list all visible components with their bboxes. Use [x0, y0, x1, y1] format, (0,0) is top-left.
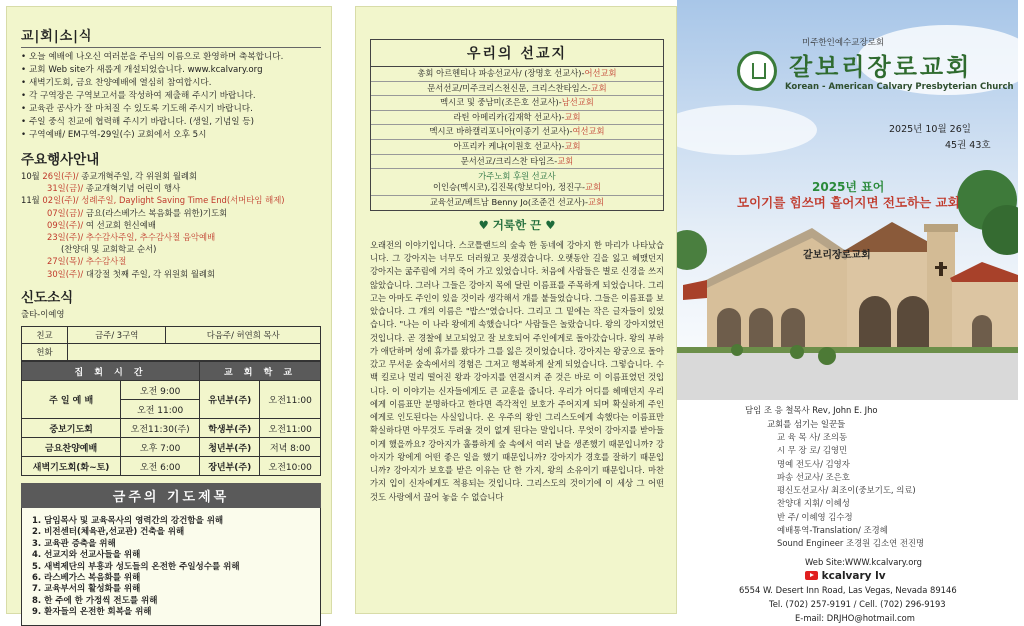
staff-item: 파송 선교사/ 조은호: [777, 471, 850, 482]
service-time: 오후 7:00: [121, 438, 200, 457]
event-date: 23일(주)/: [47, 232, 84, 243]
flower-value: [68, 344, 321, 361]
service-name: 금요찬양예배: [22, 438, 121, 457]
events-title: 주요행사안내: [21, 152, 100, 168]
prayer-item: 8. 한 주에 한 가정씩 전도를 위해: [32, 595, 158, 606]
flower-label: 헌화: [22, 344, 68, 361]
duty-table: [21, 326, 321, 361]
missions-box: [370, 39, 664, 211]
news-item: • 각 구역장은 구역보고서를 작성하여 제출해 주시기 바랍니다.: [21, 90, 321, 103]
month-label: 11월: [21, 195, 40, 206]
staff-item: 반 주/ 이혜영 김수정: [777, 511, 853, 522]
building-sign: 갈보리장로교회: [803, 250, 871, 261]
service-time: 오전 11:00: [121, 400, 200, 419]
staff-item: Sound Engineer 조경원 김소연 전진명: [777, 538, 925, 549]
staff-item: 예배통역-Translation/ 조경혜: [777, 525, 888, 536]
news-item: • 교회 Web site가 새롭게 개설되었습니다. www.kcalvary.org: [21, 64, 321, 77]
service-time: 오전 9:00: [121, 381, 200, 400]
news-item: • 교육관 공사가 잘 마쳐질 수 있도록 기도해 주시기 바랍니다.: [21, 103, 321, 116]
news-item: • 새벽기도회, 금요 찬양예배에 열심히 참여합시다.: [21, 77, 321, 90]
event-date: 30일(주)/: [47, 268, 84, 279]
mission-row: 라틴 아메리카(김재학 선교사)-교회: [371, 111, 663, 126]
service-time: 오전 6:00: [121, 457, 200, 476]
prayer-item: 2. 비전센터(체육관,선교관) 건축을 위해: [32, 527, 185, 538]
story-body: 오래전의 이야기입니다. 스코틀랜드의 숲속 한 동네에 강아지 한 마리가 나타났습니다. 그 강아지는 너무도 더러웠고 못생겼습니다. 오랫동안 길을 잃고 헤맸던지 강아지는 굶주림에 거의 죽어 가고 있었습니다. 처음에 사람들은 별로 신경을 쓰지 않았습니다. 그러나 그들은 강아지 목에 달린 이름표를 주목하게 되었습니다. 그리고는 아마도 주인이 있을 것이라 생각해서 개를 붙들었습니다. 그들은 이름표를 보았습니다. 그 개의 이름은 "밥스"였습니다. 그리고 그 밑에는 작은 글자들이 있었습니다. "나는 이 나라 왕에게 속했습니다" 사람들은 놀랐습니다. 왕의 강아지였던 것입니다. 곧 경찰에 보고되었고 잘 보호되어 주인에게로 돌아갔습니다. 왕의 부하가 애단하며 성에 휴가를 왔다가 그를 잃은 것이었습니다. 강아지는 왕궁으로 돌아갔고 무서운 숲속에서의 경험은 그저고 행복하게 살게 되었습니다. 그렇습니다. 수백 킬로나 멀리 떨어진 왕과 강아지를 연결시켜 준 것은 바로 이 이름표였던 것입니다. 이 이야기는 신자들에게도 큰 교훈을 줍니다. 우리가 어디를 헤매던지 우리에게 이름표만 분명하다고 한다면 즉각적인 보호가 주어지게 되며 확실하게 주인에게로 인도된다는 사실입니다. 온 우주의 왕인 그리스도에게 속했다는 이름표만 확실하다면 아무것도 두려울 것이 없게 된다는 말입니다. 무엇이 강아지를 받아들이게 했을까요? 강아지가 훌륭하게 숲 속에서 여러 날을 생존했기 때문입니까? 강아지가 왕에게 어떤 좋은 일을 했기 때문입니까? 강아지가 경호를 잘하기 때문입니까? 강아지가 보호를 받은 이유는 단 한 가지, 왕의 소유이기 때문입니다. 마찬가지 입이 신자에게도 적용되는 것입니다. 그리스도의 것이기에 이 세상 그 어떤 것도 사랑에서 끊어 놓을 수 없습니다: [370, 239, 664, 502]
event-date: 02일(주)/: [42, 195, 79, 206]
condolence-text: 출타-이예영: [21, 308, 65, 319]
month-label: 10월: [21, 171, 40, 181]
youtube-link[interactable]: [677, 569, 1018, 583]
school-time: 오전10:00: [260, 457, 321, 476]
staff-item: 시 무 장 로/ 김영민: [777, 445, 848, 456]
prayer-item: 9. 환자들의 온전한 회복을 위해: [32, 607, 152, 618]
event-line: [21, 231, 321, 243]
staff-block: [677, 403, 1018, 625]
mission-row: 총회 아르헨티나 파송선교사/ (장명호 선교사)-어선교회: [371, 67, 663, 82]
event-text: 여 선교회 헌신예배: [83, 219, 156, 230]
staff-item: 평신도선교사/ 최조이(중보기도, 의료): [777, 485, 916, 496]
bulletin-volume: 45권 43호: [945, 140, 991, 151]
event-line: [21, 219, 321, 231]
school-title: 교 회 학 교: [200, 362, 321, 381]
youtube-channel: kcalvary lv: [821, 569, 886, 582]
news-item: • 오늘 예배에 나오신 여러분을 주님의 이름으로 환영하며 축복합니다.: [21, 51, 321, 64]
event-date: 09일(주)/: [47, 219, 84, 230]
service-name: 중보기도회: [22, 419, 121, 438]
worship-title: 집 회 시 간: [22, 362, 200, 381]
prayer-list: [21, 508, 321, 626]
service-name: 주 일 예 배: [22, 381, 121, 419]
school-name: 유년부(주): [200, 381, 260, 419]
prayer-item: 3. 교육관 증축을 위해: [32, 538, 116, 549]
pastor-line: 담임 조 응 철목사 Rev, John E. Jho: [745, 405, 878, 415]
fellowship-value: 금주/ 3구역: [68, 327, 166, 344]
mission-row: 가주노회 후원 선교사: [478, 171, 556, 182]
email: E-mail: DRJHO@hotmail.com: [795, 612, 915, 623]
event-text: 대강절 첫째 주일, 각 위원회 월례회: [83, 268, 216, 279]
org-name: 미주한인예수교장로회: [802, 38, 885, 48]
event-text: 추수감사절: [83, 256, 127, 267]
staff-item: 찬양대 지휘/ 이혜성: [777, 498, 850, 509]
motto-year: 2025년 표어: [812, 180, 885, 194]
event-text: 추수감사주일, 추수감사절 음악예배: [83, 232, 216, 243]
prayer-item: 7. 교육부서의 활성화를 위해: [32, 584, 141, 595]
event-date: 26일(주)/: [42, 171, 79, 181]
prayer-item: 4. 선교지와 선교사들을 위해: [32, 550, 141, 561]
events-list: [21, 170, 321, 280]
school-time: 오전11:00: [260, 419, 321, 438]
event-line: [21, 268, 321, 280]
event-line: [21, 182, 321, 194]
prayer-title: 금주의 기도제목: [21, 483, 321, 508]
event-line: [21, 243, 321, 255]
event-line: [21, 194, 321, 206]
event-date: 31일(금)/: [47, 183, 84, 194]
news-title: 교|회|소|식: [21, 29, 93, 44]
staff-item: 명예 전도사/ 김영자: [777, 458, 850, 469]
prayer-item: 1. 담임목사 및 교육목사의 영력간의 강건함을 위해: [32, 516, 224, 527]
missions-title: 우리의 선교지: [371, 40, 663, 67]
news-item: • 주일 중식 친교에 협력해 주시기 바랍니다. (생일, 기념일 등): [21, 116, 321, 129]
cover-panel: [677, 0, 1018, 622]
left-panel: [6, 6, 332, 618]
school-name: 장년부(주): [200, 457, 260, 476]
event-text: 금요(라스베가스 복음화를 위한)기도회: [83, 207, 228, 218]
website-link[interactable]: Web Site:WWW.kcalvary.org: [805, 556, 922, 567]
workers-title: 교회를 섬기는 일꾼들: [767, 419, 846, 429]
youtube-icon: [805, 571, 818, 580]
mission-row: 아프리카 케냐(이원호 선교사)-교회: [371, 140, 663, 155]
staff-list: [677, 431, 1018, 551]
event-text: 성례주일, Daylight Saving Time End(서머타임 해제): [78, 195, 285, 206]
bulletin-date: 2025년 10월 26일: [889, 124, 971, 135]
middle-panel: [355, 6, 677, 614]
mission-row: 멕시코 및 중남미(조은호 선교사)-남선교회: [371, 96, 663, 111]
school-name: 청년부(주): [200, 438, 260, 457]
condolence-title: 신도소식: [21, 289, 74, 306]
news-list: [21, 51, 321, 142]
event-date: 27일(목)/: [47, 256, 84, 267]
event-text: (찬양대 및 교회학교 순서): [61, 244, 157, 255]
school-name: 학생부(주): [200, 419, 260, 438]
prayer-item: 5. 새벽제단의 부흥과 성도들의 온전한 주일성수를 위해: [32, 561, 240, 572]
school-time: 저녁 8:00: [260, 438, 321, 457]
school-time: 오전11:00: [260, 381, 321, 419]
event-text: 종교개혁주일, 각 위원회 월례회: [78, 171, 198, 181]
event-line: [21, 255, 321, 267]
mission-row: 이인승(멕시코),김진목(항보디아), 정진구-교회: [371, 182, 663, 196]
fellowship-label: 친교: [22, 327, 68, 344]
church-name-en: Korean - American Calvary Presbyterian Church: [785, 82, 1014, 92]
mission-row: 문서선교/미주크리스천신문, 크리스찬타임스-교회: [371, 82, 663, 97]
phone: Tel. (702) 257-9191 / Cell. (702) 296-9193: [769, 598, 946, 609]
event-date: 07일(금)/: [47, 207, 84, 218]
mission-row: 교육선교/베트남 Benny Jo(조준건 선교사)-교회: [429, 197, 605, 208]
schedule-table: [21, 361, 321, 476]
mission-row: 멕시코 바하캘리포니아(이종기 선교사)-여선교회: [371, 125, 663, 140]
event-line: [21, 170, 321, 182]
address: 6554 W. Desert Inn Road, Las Vegas, Nevada 89146: [739, 584, 957, 595]
mission-row: 문서선교/크리스찬 타임즈-교회: [371, 155, 663, 170]
event-line: [21, 207, 321, 219]
motto-text: 모이기를 힘쓰며 흩어지면 전도하는 교회: [737, 195, 960, 210]
fellowship-next: 다음주/ 허연희 목사: [166, 327, 321, 344]
staff-item: 교 육 목 사/ 조의동: [777, 432, 848, 442]
service-time: 오전11:30(주): [121, 419, 200, 438]
church-logo-icon: [737, 51, 777, 91]
prayer-item: 6. 라스베가스 복음화를 위해: [32, 573, 141, 584]
service-name: 새벽기도회(화~토): [22, 457, 121, 476]
news-item: • 구역예배/ EM구역-29일(수) 교회에서 오후 5시: [21, 129, 321, 142]
church-name-ko: 갈보리장로교회: [789, 52, 973, 81]
event-text: 종교개혁기념 어린이 행사: [83, 183, 181, 194]
story-title: ♥ 거룩한 끈 ♥: [478, 217, 556, 232]
